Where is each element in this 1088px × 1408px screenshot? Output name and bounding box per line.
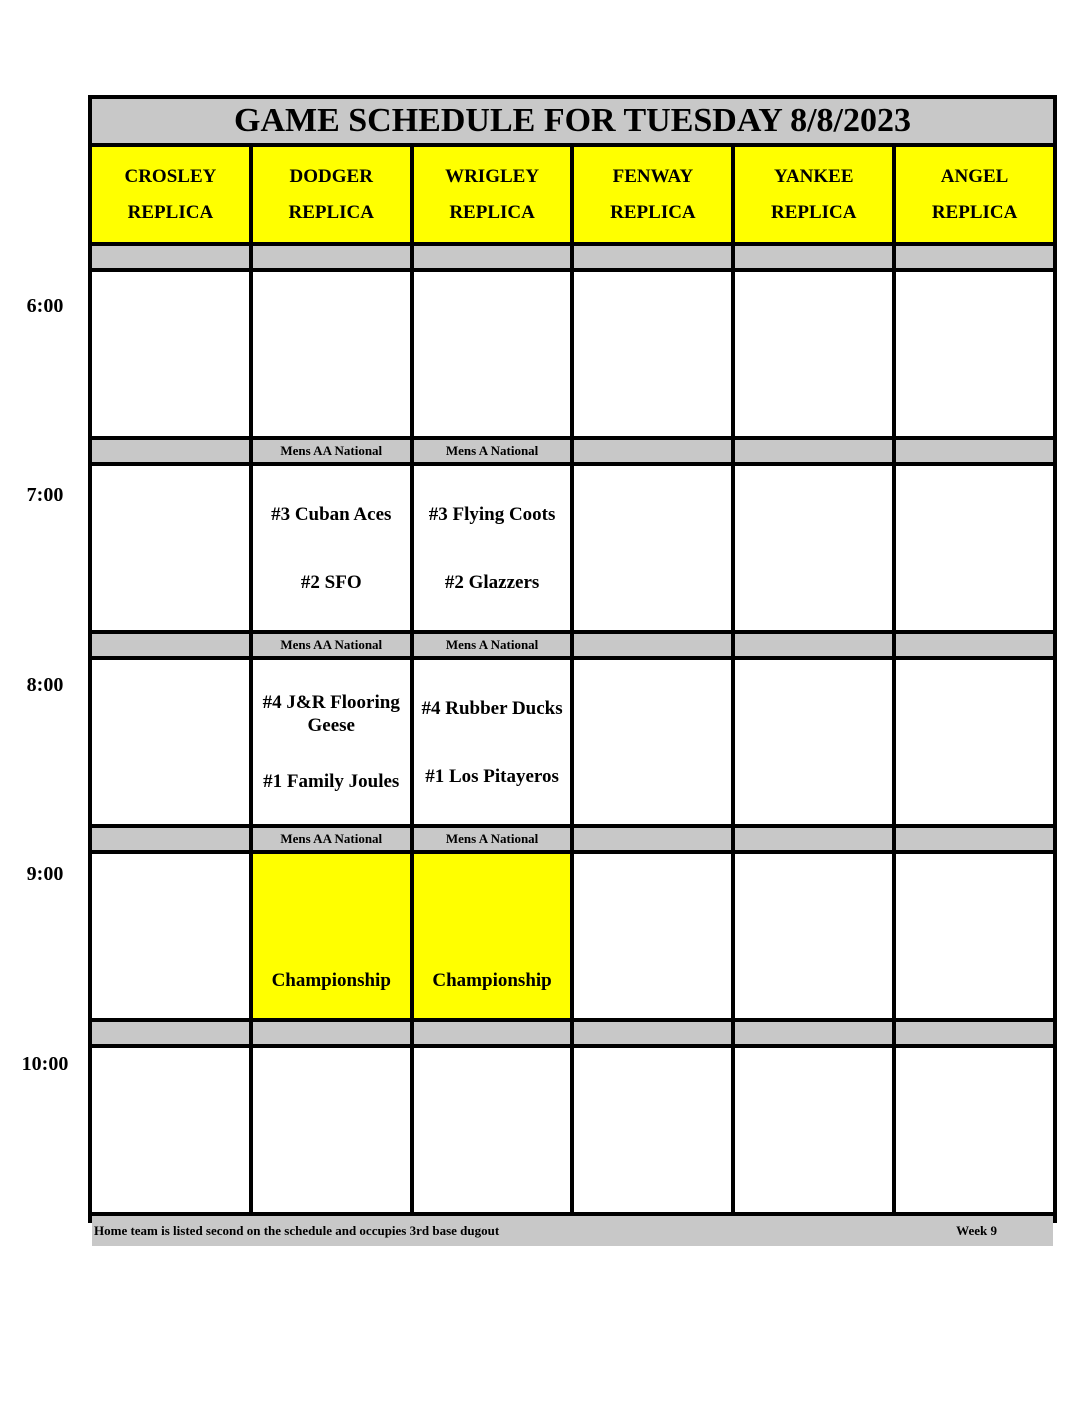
field-name: FENWAY: [612, 165, 694, 187]
slot-9-fenway: [574, 854, 731, 1018]
field-sub: REPLICA: [449, 201, 535, 223]
separator-cell: [574, 828, 731, 850]
home-team: #2 SFO: [300, 571, 362, 593]
slot-8-wrigley: [414, 660, 571, 824]
separator-cell: [92, 440, 249, 462]
field-sub: REPLICA: [127, 201, 214, 223]
slot-10-wrigley: [414, 1048, 571, 1212]
time-label-6: 6:00: [26, 295, 64, 317]
separator-cell: [896, 1022, 1053, 1044]
slot-6-fenway: [574, 272, 731, 436]
time-label-8: 8:00: [26, 674, 64, 696]
slot-7-wrigley: [414, 466, 571, 630]
slot-6-angel: [896, 272, 1053, 436]
slot-9-angel: [896, 854, 1053, 1018]
slot-9-dodger: [253, 854, 410, 1018]
separator-cell: [253, 1022, 410, 1044]
slot-7-crosley: [92, 466, 249, 630]
field-sub: REPLICA: [931, 201, 1018, 223]
separator-cell: [574, 440, 731, 462]
field-sub: REPLICA: [610, 201, 696, 223]
field-header-wrigley: [414, 147, 571, 242]
time-column: [0, 0, 90, 1408]
slot-8-yankee: [735, 660, 892, 824]
field-name: ANGEL: [940, 165, 1009, 187]
field-header-yankee: [735, 147, 892, 242]
field-header-dodger: [253, 147, 410, 242]
slot-8-dodger: [253, 660, 410, 824]
division-label: Mens AA National: [253, 440, 410, 462]
separator-cell: [735, 1022, 892, 1044]
separator-cell: [574, 1022, 731, 1044]
slot-9-crosley: [92, 854, 249, 1018]
championship-label: Championship: [432, 970, 552, 991]
separator-cell: [735, 440, 892, 462]
field-name: CROSLEY: [124, 165, 217, 187]
separator-cell: [92, 634, 249, 656]
slot-8-angel: [896, 660, 1053, 824]
separator-cell: [735, 634, 892, 656]
field-header-crosley: [92, 147, 249, 242]
field-name: DODGER: [289, 165, 373, 187]
slot-7-angel: [896, 466, 1053, 630]
separator-cell: [414, 1022, 571, 1044]
separator-cell: [896, 634, 1053, 656]
week-label: Week 9: [956, 1223, 997, 1238]
home-team: #2 Glazzers: [444, 571, 540, 593]
slot-10-crosley: [92, 1048, 249, 1212]
separator-cell: [92, 246, 249, 268]
championship-label: Championship: [271, 970, 391, 991]
separator-cell: [896, 828, 1053, 850]
time-label-10: 10:00: [21, 1053, 69, 1075]
home-team: #1 Los Pitayeros: [425, 765, 559, 787]
separator-cell: [896, 440, 1053, 462]
schedule-table: [88, 95, 1057, 1238]
slot-9-wrigley: [414, 854, 571, 1018]
separator-cell: [92, 1022, 249, 1044]
slot-10-angel: [896, 1048, 1053, 1212]
field-sub: REPLICA: [770, 201, 857, 223]
field-name: YANKEE: [773, 165, 854, 187]
separator-cell: [735, 828, 892, 850]
schedule-footer: [92, 1216, 1053, 1246]
schedule-title: GAME SCHEDULE FOR TUESDAY 8/8/2023: [92, 99, 1053, 143]
separator-cell: [414, 246, 571, 268]
slot-9-yankee: [735, 854, 892, 1018]
away-team: #4 Rubber Ducks: [421, 697, 563, 719]
slot-8-crosley: [92, 660, 249, 824]
slot-7-fenway: [574, 466, 731, 630]
slot-6-dodger: [253, 272, 410, 436]
away-team: #3 Cuban Aces: [271, 503, 392, 525]
slot-6-crosley: [92, 272, 249, 436]
separator-cell: [253, 246, 410, 268]
slot-10-yankee: [735, 1048, 892, 1212]
away-team: #4 J&R Flooring Geese: [262, 691, 400, 736]
footer-note: Home team is listed second on the schedule and occupies 3rd base dugout: [94, 1223, 500, 1238]
division-label: Mens AA National: [253, 828, 410, 850]
slot-6-wrigley: [414, 272, 571, 436]
field-header-fenway: [574, 147, 731, 242]
slot-7-dodger: [253, 466, 410, 630]
slot-10-fenway: [574, 1048, 731, 1212]
separator-cell: [574, 246, 731, 268]
separator-cell: [896, 246, 1053, 268]
division-label: Mens A National: [414, 634, 571, 656]
division-label: Mens A National: [414, 828, 571, 850]
division-label: Mens AA National: [253, 634, 410, 656]
field-header-angel: [896, 147, 1053, 242]
home-team: #1 Family Joules: [263, 771, 400, 793]
slot-6-yankee: [735, 272, 892, 436]
field-sub: REPLICA: [288, 201, 374, 223]
separator-cell: [574, 634, 731, 656]
time-label-7: 7:00: [26, 484, 64, 506]
division-label: Mens A National: [414, 440, 571, 462]
slot-10-dodger: [253, 1048, 410, 1212]
separator-cell: [92, 828, 249, 850]
slot-7-yankee: [735, 466, 892, 630]
field-name: WRIGLEY: [445, 165, 540, 187]
away-team: #3 Flying Coots: [428, 503, 556, 525]
time-label-9: 9:00: [26, 863, 64, 885]
slot-8-fenway: [574, 660, 731, 824]
separator-cell: [735, 246, 892, 268]
